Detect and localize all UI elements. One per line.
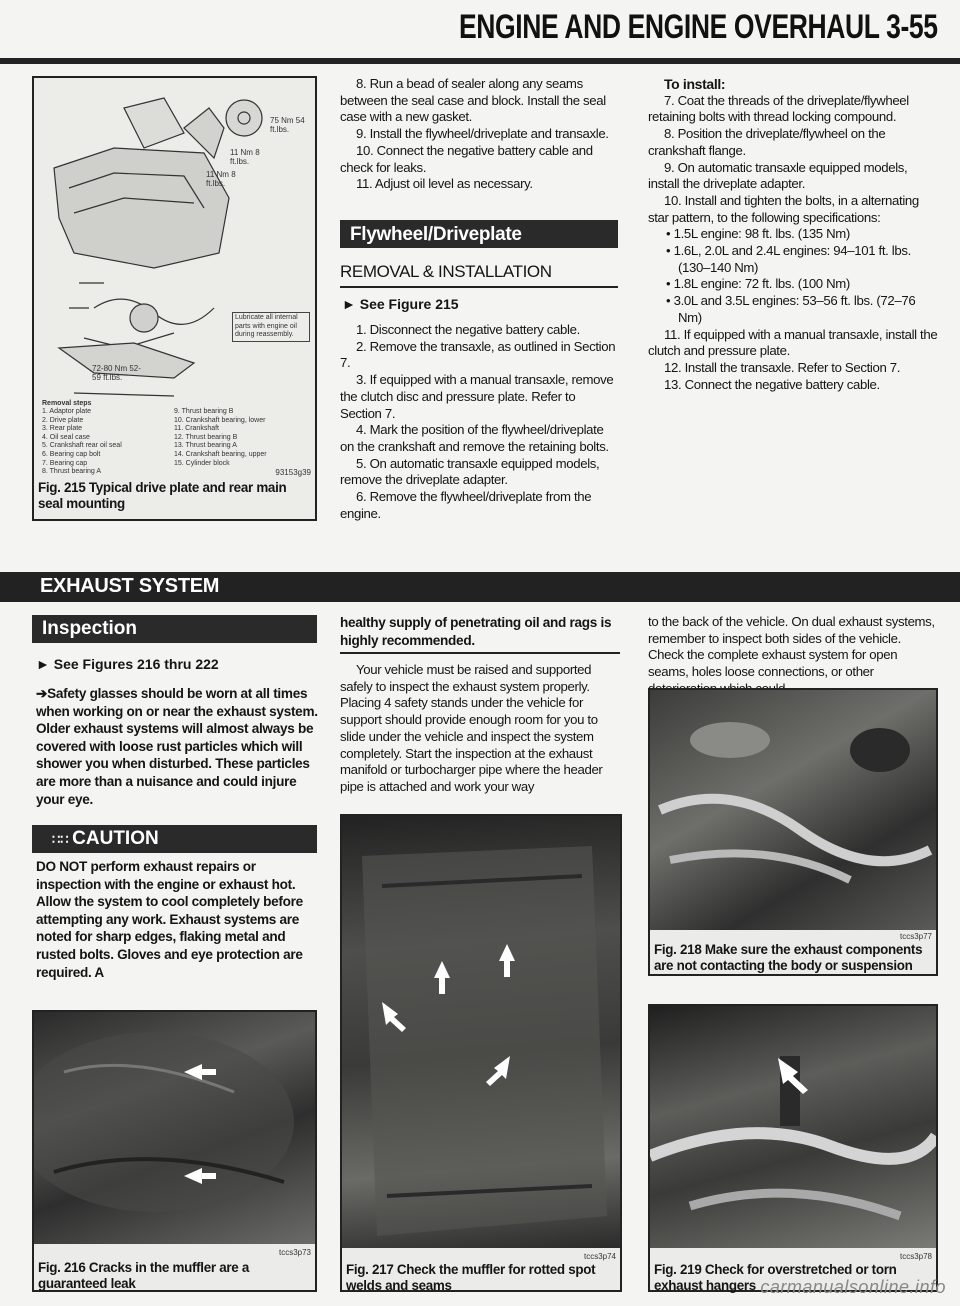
page-header-title: ENGINE AND ENGINE OVERHAUL 3-55 bbox=[459, 8, 938, 46]
exhaust-hanger-illustration bbox=[650, 1006, 936, 1248]
subtitle-rule bbox=[340, 286, 618, 288]
caution-title: ∷∷ CAUTION bbox=[52, 828, 159, 849]
flywheel-section-title: Flywheel/Driveplate bbox=[350, 224, 522, 245]
safety-note: ➔Safety glasses should be worn at all times when working on or near the exhaust system. Older exhaust systems will almost always be covered with loose rust particles which will shower you when disturbed. These particles are more than a nuisance and could injure your eye. bbox=[36, 686, 318, 807]
col2-steps: 8. Run a bead of sealer along any seams between the seal case and block. Install the seal case with a new gasket. 9. Install the flywheel/driveplate and transaxle. 10. Connect the negative battery cable and check for leaks. 11. Adjust oil level as necessary. bbox=[340, 76, 609, 192]
fig215-box bbox=[32, 76, 317, 521]
arrow-note-icon: ➔ bbox=[36, 686, 48, 701]
exhaust-title: EXHAUST SYSTEM bbox=[40, 575, 220, 597]
mid-rule bbox=[340, 652, 620, 654]
fig215-code: 93153g39 bbox=[275, 468, 311, 477]
torque-label-1: 75 Nm 54 ft.lbs. bbox=[270, 116, 305, 134]
fig219-box bbox=[648, 1004, 938, 1292]
mid-text: Your vehicle must be raised and supported safely to inspect the exhaust system properly. Placing 4 safety stands under the vehicle for support should provide enough room for you to slide under the vehicle and inspect the system completely. Start the inspection at the exhaust manifold or turbocharger pipe where the header pipe is attached and work your way bbox=[340, 662, 603, 794]
torque-label-2: 11 Nm 8 ft.lbs. bbox=[230, 148, 260, 166]
see-figure-215: ► See Figure 215 bbox=[342, 296, 459, 312]
fig217-code: tccs3p74 bbox=[583, 1252, 616, 1261]
triangle-icon: ► bbox=[36, 656, 54, 672]
caution-text: DO NOT perform exhaust repairs or inspection with the engine or exhaust hot. Allow the system to cool completely before attempting any work. Exhaust systems are noted for sharp edges, flaking metal and rusted bolts. Gloves and eye protection are required. A bbox=[36, 859, 303, 980]
fig219-code: tccs3p78 bbox=[899, 1252, 932, 1261]
right-text: to the back of the vehicle. On dual exhaust systems, remember to inspect both sides of the vehicle. Check the complete exhaust system for open seams, holes loose connections, or other bbox=[648, 614, 935, 680]
mid-bold-text: healthy supply of penetrating oil and rags is highly recommended. bbox=[340, 615, 612, 648]
install-col: To install: 7. Coat the threads of the driveplate/flywheel retaining bolts with thread locking compound. 8. Position the driveplate/flywheel on the crankshaft flange. 9. On automatic transaxle equipped models, install the driveplate adapter. 10. Install and tighten the bolts, in a alternating star pattern, to the following specifications: • 1.5L engine: 98 ft. lbs. (135 Nm) • 1.6L, 2.0L and 2.4L engines: 94–101 ft. lbs. (130–140 Nm) • 1.8L engine: 72 ft. lbs. (100 Nm) • 3.0L and 3.5L engines: 53–56 ft. lbs. (72–76 Nm) 11. If equipped with a manual transaxle, install the clutch and pressure plate. 12. Install the transaxle. Refer to Section 7. 13. Connect the negative battery cable. bbox=[648, 76, 938, 392]
fig216-code: tccs3p73 bbox=[278, 1248, 311, 1257]
muffler-welds-illustration bbox=[342, 816, 620, 1248]
legend-left: 1. Adaptor plate 2. Drive plate 3. Rear plate 4. Oil seal case 5. Crankshaft rear oil seal 6. Bearing cap bolt 7. Bearing cap 8. Thrust bearing A bbox=[42, 408, 122, 476]
removal-subtitle: REMOVAL & INSTALLATION bbox=[340, 262, 552, 281]
watermark: carmanualsonline.info bbox=[760, 1277, 946, 1297]
fig215-caption: Fig. 215 Typical drive plate and rear main seal mounting bbox=[38, 480, 287, 511]
fig217-box bbox=[340, 814, 622, 1292]
fig219-photo bbox=[650, 1006, 936, 1248]
see-figures-216-222: ► See Figures 216 thru 222 bbox=[36, 656, 219, 672]
exhaust-suspension-illustration bbox=[650, 690, 936, 930]
header-rule bbox=[0, 58, 960, 64]
fig218-caption: Fig. 218 Make sure the exhaust components are not contacting the body or suspension bbox=[654, 942, 923, 973]
inspection-title: Inspection bbox=[42, 618, 138, 639]
torque-label-4: 72-80 Nm 52-59 ft.lbs. bbox=[92, 364, 141, 382]
fig217-caption: Fig. 217 Check the muffler for rotted spot welds and seams bbox=[346, 1262, 596, 1293]
fig216-caption: Fig. 216 Cracks in the muffler are a guaranteed leak bbox=[38, 1260, 249, 1291]
fig218-box bbox=[648, 688, 938, 976]
muffler-crack-illustration bbox=[34, 1012, 315, 1244]
fig218-photo bbox=[650, 690, 936, 930]
lubricate-callout: Lubricate all internal parts with engine oil during reassembly. bbox=[232, 312, 310, 342]
warning-dots-icon: ∷∷ bbox=[52, 832, 73, 847]
removal-steps: 1. Disconnect the negative battery cable. 2. Remove the transaxle, as outlined in Section 7. 3. If equipped with a manual transaxle, remove the clutch disc and pressure plate. Refer to Section 7. 4. Mark the position of the flywheel/driveplate on the crankshaft and remove the retaining bolts. 5. On automatic transaxle equipped models, remove the driveplate adapter. 6. Remove the flywheel/driveplate from the engine. bbox=[340, 322, 616, 521]
torque-label-3: 11 Nm 8 ft.lbs. bbox=[206, 170, 236, 188]
fig216-box bbox=[32, 1010, 317, 1292]
fig219-caption: Fig. 219 Check for overstretched or torn exhaust hangers bbox=[654, 1262, 897, 1293]
fig218-code: tccs3p77 bbox=[899, 932, 932, 941]
triangle-icon: ► bbox=[342, 296, 360, 312]
fig217-photo bbox=[342, 816, 620, 1248]
legend-title: Removal steps bbox=[42, 400, 92, 407]
fig216-photo bbox=[34, 1012, 315, 1244]
legend-right: 9. Thrust bearing B 10. Crankshaft bearing, lower 11. Crankshaft 12. Thrust bearing B 13. Thrust bearing A 14. Crankshaft bearing, upper 15. Cylinder block bbox=[174, 408, 267, 467]
